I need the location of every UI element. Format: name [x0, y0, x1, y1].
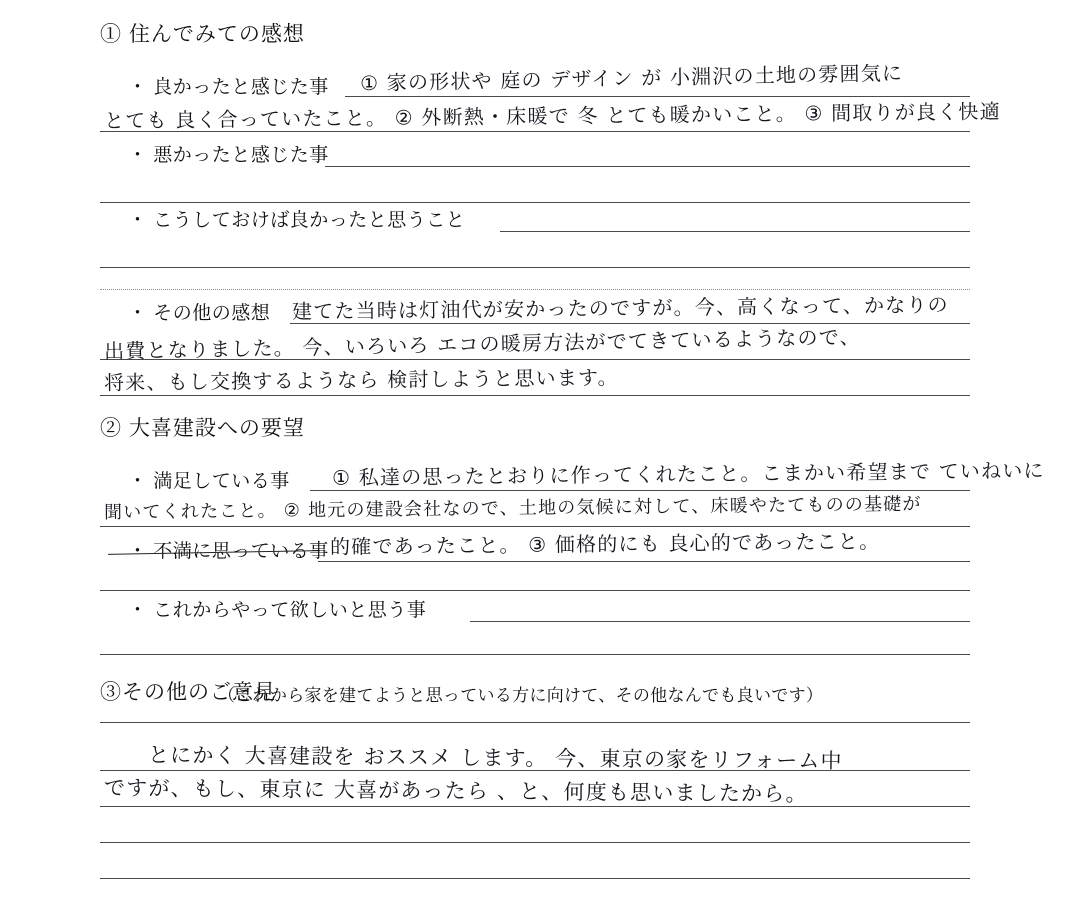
handwriting-section-2-item-1-line-1: ① 私達の思ったとおりに作ってくれたこと。こまかい希望まで ていねいに	[331, 458, 1045, 490]
handwriting-section-2-item-1-line-2: 聞いてくれたこと。 ② 地元の建設会社なので、土地の気候に対して、床暖やたてものの基礎が	[103, 493, 922, 524]
section-2-item-3-label: ・ これからやって欲しいと思う事	[128, 600, 427, 621]
section-2-item-2-label: ・ 不満に思っている事	[128, 541, 329, 562]
section-3-heading: ③その他のご意見	[100, 681, 276, 704]
answer-rule	[100, 202, 970, 203]
answer-rule	[100, 590, 970, 591]
handwriting-section-1-item-1-line-1: ① 家の形状や 庭の デザイン が 小淵沢の土地の雰囲気に	[359, 60, 904, 96]
handwriting-section-1-item-4-line-2: 出費となりました。 今、いろいろ エコの暖房方法がでてきているようなので、	[103, 324, 861, 364]
answer-rule	[100, 267, 970, 268]
section-1-item-1-label: ・ 良かったと感じた事	[128, 77, 329, 98]
answer-rule	[318, 561, 970, 562]
handwriting-section-1-item-4-line-1: 建てた当時は灯油代が安かったのですが。今、高くなって、かなりの	[291, 292, 949, 324]
section-2-item-1-label: ・ 満足している事	[128, 471, 290, 492]
section-3-heading-note: （これから家を建てようと思っている方に向けて、その他なんでも良いです）	[218, 686, 824, 705]
section-1-item-4-label: ・ その他の感想	[128, 303, 271, 324]
answer-rule	[100, 842, 970, 843]
section-1-item-3-label: ・ こうしておけば良かったと思うこと	[128, 210, 466, 231]
answer-rule	[325, 166, 970, 167]
section-1-item-2-label: ・ 悪かったと感じた事	[128, 145, 329, 166]
answer-rule	[500, 231, 970, 232]
handwriting-section-1-item-4-line-3: 将来、もし交換するようなら 検討しようと思います。	[103, 365, 619, 395]
answer-rule	[100, 878, 970, 879]
handwriting-section-3-line-2: ですが、もし、東京に 大喜があったら 、と、何度も思いましたから。	[103, 775, 808, 807]
handwriting-section-3-line-1: とにかく 大喜建設を おススメ します。 今、東京の家をリフォーム中	[147, 742, 843, 774]
answer-rule	[100, 395, 970, 396]
section-2-heading: ② 大喜建設への要望	[100, 417, 305, 440]
answer-rule	[470, 621, 970, 622]
answer-rule	[100, 806, 970, 807]
answer-rule	[100, 654, 970, 655]
answer-rule	[100, 722, 970, 723]
section-1-heading: ① 住んでみての感想	[100, 23, 305, 46]
handwriting-section-2-item-1-line-3: 的確であったこと。 ③ 価格的にも 良心的であったこと。	[329, 529, 881, 559]
handwriting-section-1-item-1-line-2: とても 良く合っていたこと。 ② 外断熱・床暖で 冬 とても暖かいこと。 ③ 間取りが良く快適	[103, 99, 1001, 133]
